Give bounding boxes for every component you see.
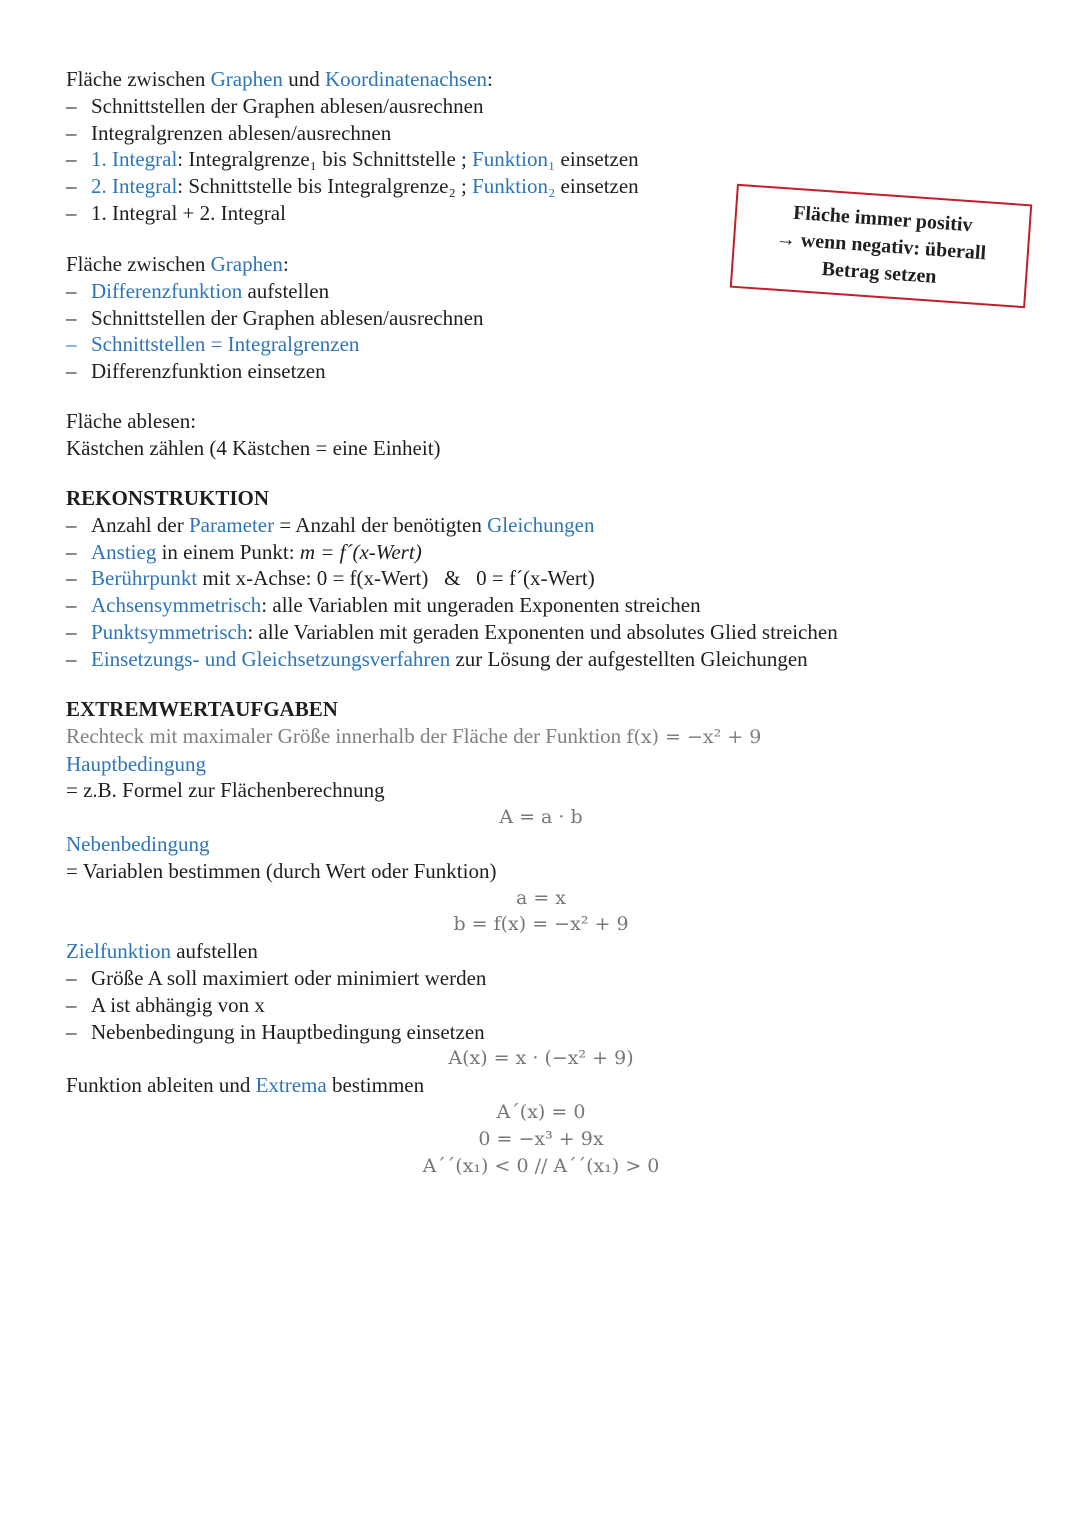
item-text: : Integralgrenze₁ bis Schnittstelle ; bbox=[177, 147, 473, 172]
list-item bbox=[66, 565, 838, 592]
section-heading: EXTREMWERTAUFGABEN bbox=[66, 697, 338, 721]
term-graphen: Graphen bbox=[210, 67, 283, 91]
equation: A´(x) = 0 bbox=[496, 1100, 586, 1123]
section-extremwert bbox=[66, 696, 826, 1179]
term-gleichungen: Gleichungen bbox=[487, 512, 595, 537]
item-text: Funktion ableiten und bbox=[66, 1073, 256, 1098]
list-item: – Schnittstellen der Graphen ablesen/ausrechnen bbox=[66, 93, 639, 120]
term-funktion-2: Funktion₂ bbox=[472, 174, 556, 199]
list-item bbox=[66, 278, 483, 305]
item-text: einsetzen bbox=[555, 147, 639, 172]
formula: m = f´(x-Wert) bbox=[299, 539, 422, 564]
term-integral-2: 2. Integral bbox=[91, 174, 178, 199]
title-text: Fläche zwischen bbox=[66, 252, 211, 276]
section-title: Fläche ablesen: bbox=[66, 409, 197, 433]
item-text: zur Lösung der aufgestellten Gleichungen bbox=[450, 646, 808, 671]
title-text: : bbox=[487, 67, 493, 91]
item-text: mit x-Achse: bbox=[197, 566, 317, 591]
equation: A(x) = x · (−x² + 9) bbox=[448, 1047, 634, 1070]
section-heading: REKONSTRUKTION bbox=[66, 486, 270, 510]
list-item: – Größe A soll maximiert oder minimiert werden bbox=[66, 965, 826, 992]
item-text: : alle Variablen mit ungeraden Exponenten streichen bbox=[261, 593, 701, 618]
term-punktsymmetrisch: Punktsymmetrisch bbox=[91, 619, 248, 644]
item-text: aufstellen bbox=[242, 278, 330, 303]
list-item: – Differenzfunktion einsetzen bbox=[66, 358, 483, 385]
item-text: bestimmen bbox=[326, 1073, 425, 1098]
term-zielfunktion: Zielfunktion bbox=[66, 939, 171, 964]
note-line: Betrag setzen bbox=[821, 257, 938, 288]
list-item bbox=[66, 512, 838, 539]
subheading-zielfunktion bbox=[66, 938, 826, 965]
term-funktion-1: Funktion₁ bbox=[472, 147, 556, 172]
equation: 0 = −x³ + 9x bbox=[478, 1127, 604, 1150]
section-area-graphs bbox=[66, 251, 483, 385]
list-item: – A ist abhängig von x bbox=[66, 992, 826, 1019]
list-item bbox=[66, 539, 838, 566]
section-read-area bbox=[66, 408, 441, 462]
list-item: – 1. Integral + 2. Integral bbox=[66, 200, 639, 227]
section-title bbox=[66, 251, 483, 278]
item-text: einsetzen bbox=[555, 174, 639, 199]
list-item bbox=[66, 146, 639, 173]
item-text: : alle Variablen mit geraden Exponenten und absolutes Glied streichen bbox=[247, 619, 838, 644]
example-text: Rechteck mit maximaler Größe innerhalb der Fläche der Funktion bbox=[66, 723, 627, 748]
formula: f(x) = −x² + 9 bbox=[626, 725, 762, 748]
title-text: : bbox=[282, 252, 289, 276]
list-item bbox=[66, 173, 639, 200]
equation: A´´(x₁) < 0 // A´´(x₁) > 0 bbox=[422, 1154, 660, 1177]
item-text: Anzahl der bbox=[91, 512, 189, 537]
term-integral-1: 1. Integral bbox=[91, 147, 178, 172]
subheading-hauptbedingung: Hauptbedingung bbox=[66, 751, 206, 776]
item-text: = Anzahl der benötigten bbox=[274, 512, 488, 537]
list-item bbox=[66, 592, 838, 619]
subheading-nebenbedingung: Nebenbedingung bbox=[66, 831, 210, 856]
title-text: Fläche zwischen bbox=[66, 67, 211, 91]
term-verfahren: Einsetzungs- und Gleichsetzungsverfahren bbox=[91, 646, 451, 671]
paragraph bbox=[66, 1072, 826, 1099]
term-graphen: Graphen bbox=[210, 252, 283, 276]
list-item bbox=[66, 646, 838, 673]
term-beruehrpunkt: Berührpunkt bbox=[91, 566, 198, 591]
example-line bbox=[66, 723, 826, 751]
paragraph: = z.B. Formel zur Flächenberechnung bbox=[66, 778, 385, 803]
equation: A = a · b bbox=[499, 806, 583, 829]
list-item: – Integralgrenzen ablesen/ausrechnen bbox=[66, 120, 639, 147]
section-rekonstruktion bbox=[66, 485, 838, 673]
note-line: → wenn negativ: überall bbox=[775, 227, 987, 265]
list-item: – Schnittstellen der Graphen ablesen/ausrechnen bbox=[66, 305, 483, 332]
list-item: – Nebenbedingung in Hauptbedingung einsetzen bbox=[66, 1019, 826, 1046]
term-parameter: Parameter bbox=[188, 512, 275, 537]
list-item bbox=[66, 619, 838, 646]
equation: b = f(x) = −x² + 9 bbox=[453, 913, 629, 936]
section-area-axes bbox=[66, 66, 639, 227]
term-koordinatenachsen: Koordinatenachsen bbox=[324, 67, 488, 91]
item-text: in einem Punkt: bbox=[156, 539, 300, 564]
item-text: aufstellen bbox=[170, 939, 258, 964]
term-achsensymmetrisch: Achsensymmetrisch bbox=[91, 593, 262, 618]
section-title bbox=[66, 66, 639, 93]
equation: a = x bbox=[515, 886, 567, 909]
paragraph: Kästchen zählen (4 Kästchen = eine Einheit) bbox=[66, 435, 441, 460]
term-anstieg: Anstieg bbox=[91, 539, 157, 564]
paragraph: = Variablen bestimmen (durch Wert oder Funktion) bbox=[66, 858, 497, 883]
term-extrema: Extrema bbox=[255, 1073, 327, 1098]
note-box bbox=[730, 184, 1033, 308]
term-differenzfunktion: Differenzfunktion bbox=[91, 278, 243, 303]
note-line: Fläche immer positiv bbox=[792, 201, 974, 237]
title-text: und bbox=[282, 67, 325, 91]
list-item: – Schnittstellen = Integralgrenzen bbox=[66, 331, 483, 358]
item-text: : Schnittstelle bis Integralgrenze₂ ; bbox=[177, 174, 473, 199]
formula: 0 = f(x-Wert) & 0 = f´(x-Wert) bbox=[316, 566, 595, 591]
